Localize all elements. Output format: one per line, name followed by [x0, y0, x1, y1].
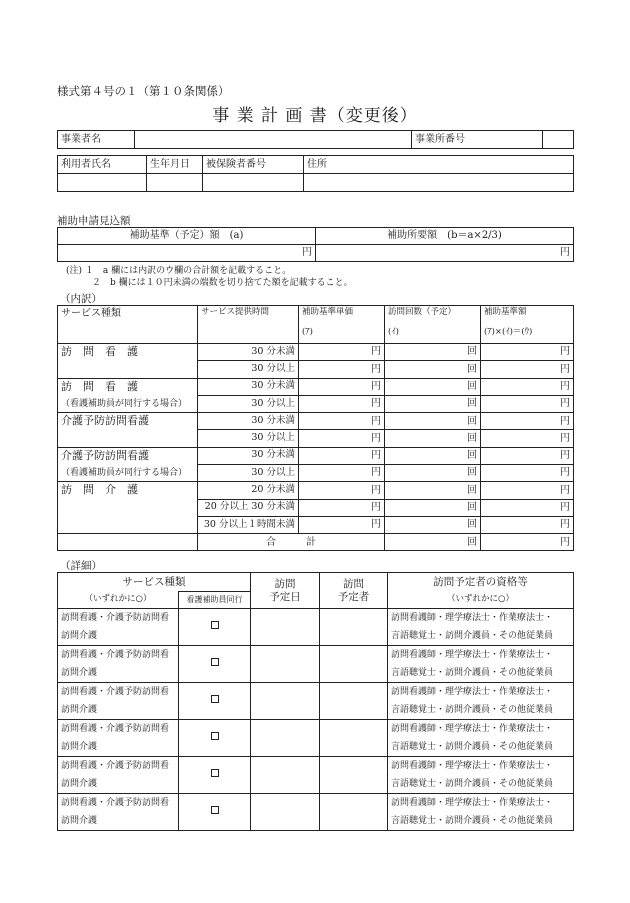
detail-service-line1: 訪問看護・介護予防訪問看	[61, 613, 170, 623]
breakdown-row	[58, 482, 574, 499]
breakdown-count-field[interactable]: 回	[385, 344, 481, 361]
breakdown-amount-header	[481, 306, 574, 344]
applicant-table	[57, 130, 574, 149]
estimate-b-field[interactable]: 円	[316, 245, 574, 262]
breakdown-time-cell: 30 分未満	[198, 344, 299, 361]
assist-checkbox[interactable]	[211, 658, 219, 666]
detail-qual-line1: 訪問看護師・理学療法士・作業療法士・	[391, 687, 554, 697]
breakdown-section-label: （内訳）	[60, 293, 102, 305]
breakdown-row	[58, 361, 574, 378]
detail-visit-date-header-line1: 訪問	[274, 578, 296, 591]
breakdown-unit-field[interactable]: 円	[299, 413, 385, 430]
breakdown-service-name: 介護予防訪問看護	[58, 413, 198, 430]
detail-qual-line1: 訪問看護師・理学療法士・作業療法士・	[391, 650, 554, 660]
detail-service-header: サービス種類	[58, 573, 251, 592]
detail-assist-header: 看護補助員同行	[179, 592, 251, 609]
detail-service-line1: 訪問看護・介護予防訪問看	[61, 724, 170, 734]
detail-qual-line1: 訪問看護師・理学療法士・作業療法士・	[391, 761, 554, 771]
breakdown-count-field[interactable]: 回	[385, 413, 481, 430]
breakdown-service-name: 介護予防訪問看護	[58, 447, 198, 464]
breakdown-amount-field[interactable]: 円	[481, 378, 574, 395]
breakdown-time-cell: 30 分以上	[198, 430, 299, 447]
detail-service-line2: 訪問介護	[61, 779, 98, 789]
detail-service-cell[interactable]	[58, 609, 179, 646]
detail-row	[58, 794, 574, 831]
breakdown-amount-field[interactable]: 円	[481, 413, 574, 430]
detail-visitor-header-line2: 予定者	[337, 590, 370, 603]
detail-service-cell[interactable]	[58, 720, 179, 757]
detail-visit-date-field[interactable]	[251, 609, 320, 646]
business-name-label: 事業者名	[58, 131, 135, 149]
breakdown-amount-field[interactable]: 円	[481, 430, 574, 447]
detail-table	[57, 572, 574, 831]
assist-checkbox[interactable]	[211, 695, 219, 703]
breakdown-unit-field[interactable]: 円	[299, 344, 385, 361]
breakdown-unit-label: 補助基準単価	[302, 307, 354, 317]
birth-date-label: 生年月日	[147, 156, 203, 174]
detail-row	[58, 720, 574, 757]
user-info-table	[57, 155, 574, 192]
breakdown-table	[57, 305, 574, 551]
detail-qual-subheader: （いずれかに○）	[388, 592, 574, 609]
breakdown-unit-header	[299, 306, 385, 344]
detail-visitor-header	[320, 573, 388, 609]
detail-service-cell[interactable]	[58, 646, 179, 683]
breakdown-time-cell: 30 分未満	[198, 378, 299, 395]
detail-qual-line2: 言語聴覚士・訪問介護員・その他従業員	[391, 668, 554, 678]
breakdown-count-field[interactable]: 回	[385, 516, 481, 533]
detail-qual-cell[interactable]	[388, 646, 574, 683]
breakdown-service-blank	[58, 499, 198, 516]
breakdown-row	[58, 395, 574, 412]
breakdown-row	[58, 344, 574, 361]
breakdown-unit-field[interactable]: 円	[299, 395, 385, 412]
breakdown-amount-field[interactable]: 円	[481, 344, 574, 361]
detail-row	[58, 683, 574, 720]
breakdown-time-cell: 30 分以上１時間未満	[198, 516, 299, 533]
detail-visitor-field[interactable]	[320, 646, 388, 683]
breakdown-unit-field[interactable]: 円	[299, 361, 385, 378]
detail-qual-cell[interactable]	[388, 609, 574, 646]
detail-visit-date-field[interactable]	[251, 720, 320, 757]
breakdown-time-cell: 30 分以上	[198, 395, 299, 412]
detail-section-label: （詳細）	[60, 560, 102, 572]
total-blank	[58, 534, 198, 551]
breakdown-unit-mark: (ｱ)	[302, 326, 313, 337]
breakdown-count-mark: (ｲ)	[388, 326, 399, 337]
breakdown-time-cell: 30 分未満	[198, 447, 299, 464]
estimate-table	[57, 227, 574, 262]
detail-row	[58, 609, 574, 646]
assist-checkbox[interactable]	[211, 769, 219, 777]
breakdown-count-field[interactable]: 回	[385, 447, 481, 464]
detail-assist-checkbox-cell[interactable]	[179, 609, 251, 646]
detail-service-cell[interactable]	[58, 683, 179, 720]
estimate-col-b-header: 補助所要額 (b＝a×2/3)	[316, 228, 574, 245]
detail-service-line2: 訪問介護	[61, 705, 98, 715]
detail-assist-checkbox-cell[interactable]	[179, 720, 251, 757]
breakdown-time-header: サービス提供時間	[198, 306, 299, 344]
breakdown-unit-field[interactable]: 円	[299, 465, 385, 482]
breakdown-row	[58, 430, 574, 447]
detail-visitor-header-line1: 訪問	[343, 578, 364, 591]
detail-service-line1: 訪問看護・介護予防訪問看	[61, 650, 170, 660]
detail-visitor-field[interactable]	[320, 609, 388, 646]
estimate-section-label: 補助申請見込額	[57, 215, 131, 227]
breakdown-count-field[interactable]: 回	[385, 465, 481, 482]
detail-assist-checkbox-cell[interactable]	[179, 794, 251, 831]
breakdown-time-cell: 30 分以上	[198, 465, 299, 482]
breakdown-row	[58, 516, 574, 533]
address-label: 住所	[304, 156, 574, 174]
detail-service-line1: 訪問看護・介護予防訪問看	[61, 798, 170, 808]
breakdown-service-name: 訪 問 介 護	[58, 482, 198, 499]
breakdown-time-cell: 20 分以上 30 分未満	[198, 499, 299, 516]
user-name-label: 利用者氏名	[58, 156, 147, 174]
breakdown-amount-field[interactable]: 円	[481, 395, 574, 412]
detail-visit-date-header	[251, 573, 320, 609]
breakdown-row	[58, 378, 574, 395]
breakdown-service-name: 訪 問 看 護	[58, 344, 198, 361]
breakdown-count-field[interactable]: 回	[385, 482, 481, 499]
detail-visitor-field[interactable]	[320, 720, 388, 757]
breakdown-unit-field[interactable]: 円	[299, 378, 385, 395]
estimate-note-2: ２ b 欄には１０円未満の端数を切り捨てた額を記載すること。	[92, 278, 353, 288]
breakdown-service-blank	[58, 361, 198, 378]
detail-assist-checkbox-cell[interactable]	[179, 646, 251, 683]
estimate-col-a-header: 補助基準（予定）額 (a)	[58, 228, 316, 245]
estimate-a-field[interactable]: 円	[58, 245, 316, 262]
form-number: 様式第４号の１（第１０条関係）	[57, 84, 230, 98]
breakdown-amount-mark: (ｱ)×(ｲ)＝(ｳ)	[484, 326, 533, 337]
detail-qual-line2: 言語聴覚士・訪問介護員・その他従業員	[391, 779, 554, 789]
breakdown-service-header: サービス種類	[58, 306, 198, 344]
breakdown-service-sub: （看護補助員が同行する場合）	[58, 465, 198, 482]
insured-number-label: 被保険者番号	[203, 156, 304, 174]
breakdown-unit-field[interactable]: 円	[299, 516, 385, 533]
breakdown-unit-field[interactable]: 円	[299, 430, 385, 447]
insured-number-field[interactable]	[203, 174, 304, 192]
breakdown-count-field[interactable]: 回	[385, 378, 481, 395]
breakdown-count-field[interactable]: 回	[385, 361, 481, 378]
breakdown-amount-label: 補助基準額	[484, 307, 527, 317]
breakdown-count-label: 訪問回数（予定）	[388, 307, 457, 317]
detail-visit-date-field[interactable]	[251, 646, 320, 683]
detail-visitor-field[interactable]	[320, 683, 388, 720]
breakdown-count-header	[385, 306, 481, 344]
breakdown-count-field[interactable]: 回	[385, 499, 481, 516]
detail-service-subheader: （いずれかに○）	[58, 592, 179, 609]
document-title: 事 業 計 画 書（変更後）	[212, 106, 418, 126]
breakdown-amount-field[interactable]: 円	[481, 499, 574, 516]
detail-visit-date-field[interactable]	[251, 683, 320, 720]
assist-checkbox[interactable]	[211, 621, 219, 629]
breakdown-time-cell: 20 分未満	[198, 482, 299, 499]
detail-qual-cell[interactable]	[388, 720, 574, 757]
detail-service-line2: 訪問介護	[61, 668, 98, 678]
detail-visit-date-header-line2: 予定日	[269, 590, 301, 603]
detail-assist-checkbox-cell[interactable]	[179, 683, 251, 720]
business-name-field[interactable]	[135, 131, 412, 149]
detail-qual-line2: 言語聴覚士・訪問介護員・その他従業員	[391, 631, 554, 641]
detail-service-line1: 訪問看護・介護予防訪問看	[61, 687, 170, 697]
address-field[interactable]	[304, 174, 574, 192]
breakdown-unit-field[interactable]: 円	[299, 447, 385, 464]
office-number-label: 事業所番号	[412, 131, 543, 149]
detail-service-line2: 訪問介護	[61, 816, 98, 826]
detail-qual-line2: 言語聴覚士・訪問介護員・その他従業員	[391, 705, 554, 715]
detail-qual-cell[interactable]	[388, 794, 574, 831]
breakdown-row	[58, 447, 574, 464]
assist-checkbox[interactable]	[211, 732, 219, 740]
detail-service-cell[interactable]	[58, 794, 179, 831]
office-number-field[interactable]	[543, 131, 574, 149]
assist-checkbox[interactable]	[211, 806, 219, 814]
detail-visit-date-field[interactable]	[251, 757, 320, 794]
breakdown-service-blank	[58, 430, 198, 447]
breakdown-row	[58, 465, 574, 482]
user-name-field[interactable]	[58, 174, 147, 192]
detail-service-line1: 訪問看護・介護予防訪問看	[61, 761, 170, 771]
total-count-field[interactable]: 回	[385, 534, 481, 551]
detail-qual-cell[interactable]	[388, 683, 574, 720]
breakdown-amount-field[interactable]: 円	[481, 516, 574, 533]
breakdown-time-cell: 30 分以上	[198, 361, 299, 378]
detail-qual-line2: 言語聴覚士・訪問介護員・その他従業員	[391, 742, 554, 752]
breakdown-service-name: 訪 問 看 護	[58, 378, 198, 395]
breakdown-count-field[interactable]: 回	[385, 430, 481, 447]
detail-visit-date-field[interactable]	[251, 794, 320, 831]
detail-qual-line1: 訪問看護師・理学療法士・作業療法士・	[391, 798, 554, 808]
detail-service-line2: 訪問介護	[61, 742, 98, 752]
detail-row	[58, 757, 574, 794]
breakdown-row	[58, 499, 574, 516]
breakdown-amount-field[interactable]: 円	[481, 447, 574, 464]
estimate-note-1: (注) １ a 欄には内訳のウ欄の合計額を記載すること。	[66, 266, 292, 276]
total-label: 合 計	[198, 534, 385, 551]
birth-date-field[interactable]	[147, 174, 203, 192]
breakdown-row	[58, 413, 574, 430]
breakdown-unit-field[interactable]: 円	[299, 482, 385, 499]
breakdown-amount-field[interactable]: 円	[481, 361, 574, 378]
detail-qual-header: 訪問予定者の資格等	[388, 573, 574, 592]
detail-assist-checkbox-cell[interactable]	[179, 757, 251, 794]
detail-visitor-field[interactable]	[320, 794, 388, 831]
total-amount-field[interactable]: 円	[481, 534, 574, 551]
detail-qual-cell[interactable]	[388, 757, 574, 794]
detail-row	[58, 646, 574, 683]
breakdown-unit-field[interactable]: 円	[299, 499, 385, 516]
detail-service-cell[interactable]	[58, 757, 179, 794]
breakdown-time-cell: 30 分未満	[198, 413, 299, 430]
breakdown-amount-field[interactable]: 円	[481, 482, 574, 499]
detail-qual-line2: 言語聴覚士・訪問介護員・その他従業員	[391, 816, 554, 826]
detail-qual-line1: 訪問看護師・理学療法士・作業療法士・	[391, 613, 554, 623]
detail-qual-line1: 訪問看護師・理学療法士・作業療法士・	[391, 724, 554, 734]
breakdown-service-blank	[58, 516, 198, 533]
breakdown-amount-field[interactable]: 円	[481, 465, 574, 482]
breakdown-service-sub: （看護補助員が同行する場合）	[58, 395, 198, 412]
detail-visitor-field[interactable]	[320, 757, 388, 794]
breakdown-count-field[interactable]: 回	[385, 395, 481, 412]
detail-service-line2: 訪問介護	[61, 631, 98, 641]
